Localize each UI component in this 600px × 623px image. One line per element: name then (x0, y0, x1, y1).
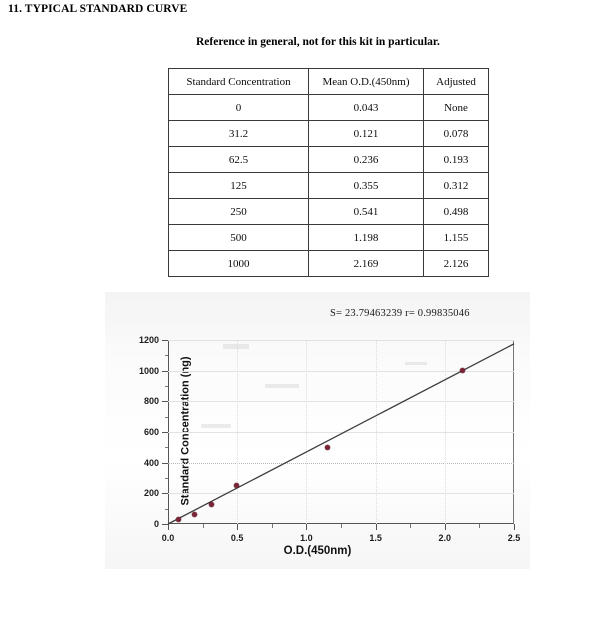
cell-standard-concentration: 0 (169, 95, 309, 121)
x-axis-minor-tick (203, 524, 204, 528)
plot-area (138, 335, 521, 543)
cell-mean-od: 1.198 (309, 225, 424, 251)
sub-caption: Reference in general, not for this kit in particular. (196, 36, 440, 48)
column-header-standard-concentration: Standard Concentration (169, 69, 309, 95)
x-axis-tick (445, 524, 446, 530)
standard-curve-chart (105, 292, 530, 569)
x-axis-tick-label: 2.5 (507, 533, 521, 543)
table-row (169, 225, 489, 251)
y-axis-tick-label: 1000 (138, 365, 159, 376)
cell-adjusted: 0.498 (424, 199, 489, 225)
cell-adjusted: 0.078 (424, 121, 489, 147)
x-axis-tick (376, 524, 377, 530)
column-header-mean-od: Mean O.D.(450nm) (309, 69, 424, 95)
x-axis-tick-label: 2.0 (438, 533, 452, 543)
cell-mean-od: 0.541 (309, 199, 424, 225)
column-header-adjusted: Adjusted (424, 69, 489, 95)
x-axis-tick-label: 0.0 (161, 533, 175, 543)
cell-standard-concentration: 125 (169, 173, 309, 199)
x-axis-minor-tick (479, 524, 480, 528)
y-axis-tick-label: 200 (143, 488, 159, 499)
x-axis-title: O.D.(450nm) (283, 545, 352, 557)
y-axis-tick-label: 400 (143, 457, 159, 468)
data-point (176, 517, 181, 522)
cell-adjusted: 0.193 (424, 147, 489, 173)
y-axis-tick-label: 0 (153, 519, 159, 529)
x-axis-tick (306, 524, 307, 530)
x-axis-tick (514, 524, 515, 530)
x-axis-minor-tick (410, 524, 411, 528)
cell-adjusted: None (424, 95, 489, 121)
chart-annotation: S= 23.79463239 r= 0.99835046 (330, 308, 470, 319)
table-row (169, 95, 489, 121)
table-header-row (169, 69, 489, 95)
cell-adjusted: 1.155 (424, 225, 489, 251)
standard-curve-table-container (168, 68, 476, 277)
cell-mean-od: 0.043 (309, 95, 424, 121)
cell-mean-od: 0.121 (309, 121, 424, 147)
x-axis-tick-label: 1.0 (300, 533, 313, 543)
x-axis-minor-tick (341, 524, 342, 528)
table-row (169, 251, 489, 277)
cell-standard-concentration: 31.2 (169, 121, 309, 147)
cell-standard-concentration: 1000 (169, 251, 309, 277)
x-axis-tick-label: 1.5 (369, 533, 382, 543)
cell-mean-od: 0.355 (309, 173, 424, 199)
cell-mean-od: 0.236 (309, 147, 424, 173)
cell-standard-concentration: 250 (169, 199, 309, 225)
cell-standard-concentration: 500 (169, 225, 309, 251)
table-row (169, 121, 489, 147)
data-point (460, 368, 465, 373)
y-axis-title: Standard Concentration (ng) (179, 355, 192, 506)
x-axis-minor-tick (272, 524, 273, 528)
cell-mean-od: 2.169 (309, 251, 424, 277)
page-title: 11. TYPICAL STANDARD CURVE (8, 3, 188, 15)
table-body (169, 95, 489, 277)
table-row (169, 173, 489, 199)
cell-adjusted: 2.126 (424, 251, 489, 277)
y-axis-tick-label: 600 (143, 427, 159, 437)
standard-curve-table (168, 68, 489, 277)
table-row (169, 147, 489, 173)
table-row (169, 199, 489, 225)
x-axis-tick (237, 524, 238, 530)
y-axis-tick-label: 800 (143, 396, 159, 407)
x-axis-tick (168, 524, 169, 530)
cell-standard-concentration: 62.5 (169, 147, 309, 173)
x-axis-tick-label: 0.5 (230, 533, 244, 543)
y-axis-tick-label: 1200 (138, 335, 159, 345)
cell-adjusted: 0.312 (424, 173, 489, 199)
